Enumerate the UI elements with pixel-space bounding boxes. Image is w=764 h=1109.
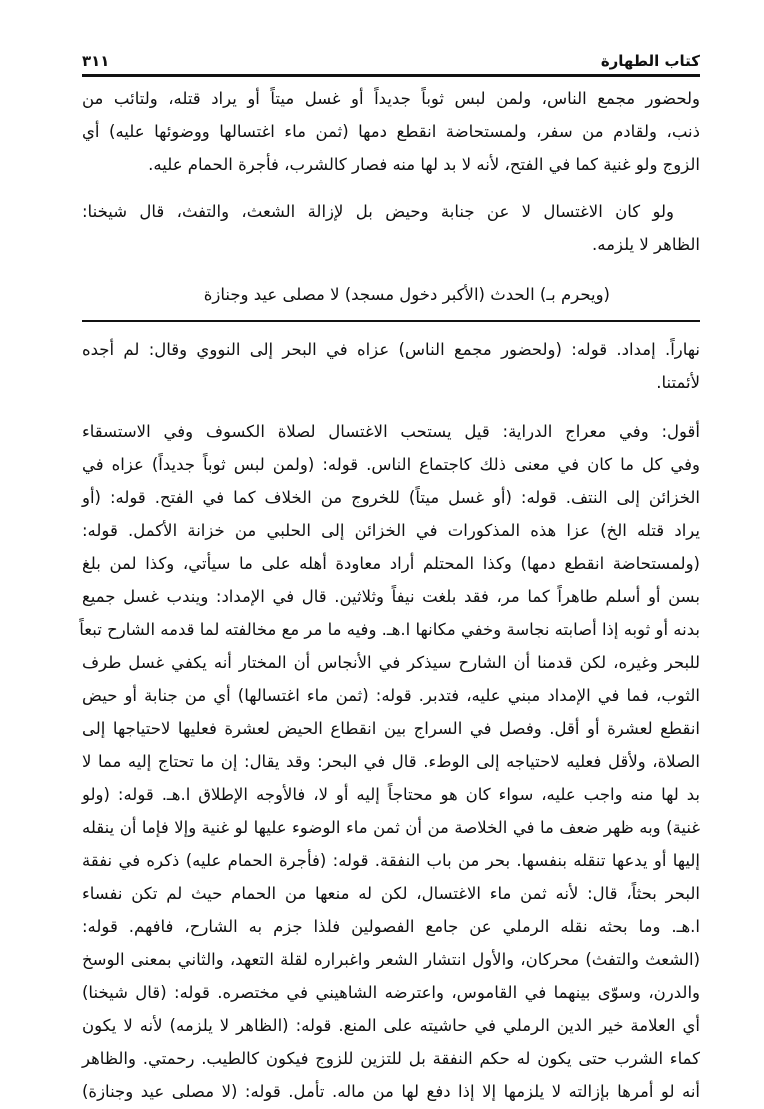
hashiya-line: للبحر وغيره، لكن قدمنا أن الشارح سيذكر في الأنجاس أن المختار أنه يكفي غسل طرف xyxy=(82,653,700,672)
hashiya-line: لأئمتنا. xyxy=(656,373,700,392)
matn-line: ولو كان الاغتسال لا عن جنابة وحيض بل لإزالة الشعث، والتفث، قال شيخنا: xyxy=(82,202,674,221)
hashiya-line: الثوب، فما في الإمداد مبني عليه، فتدبر. قوله: (ثمن ماء اغتسالها) أي من جنابة أو حيض xyxy=(82,686,700,705)
hashiya-line: البحر بحثاً، قال: لأنه ثمن ماء الاغتسال، لكن له منعها من الحمام حيث لم تكن نفساء xyxy=(82,884,700,903)
hashiya-line: بدنه أو ثوبه إذا أصابته نجاسة وخفي مكانها ا.هـ. وفيه ما مر مع مخالفته لما قدمه الشارح تبعاً xyxy=(79,620,700,639)
separator-rule xyxy=(82,320,700,322)
hashiya-line: أي العلامة خير الدين الرملي في حاشيته على المنع. قوله: (الظاهر لا يلزمه) لأنه لا يكون xyxy=(82,1016,700,1035)
page-number: ٣١١ xyxy=(82,52,110,70)
matn-line: الظاهر لا يلزمه. xyxy=(592,235,700,254)
matn-line: ذنب، ولقادم من سفر، ولمستحاضة انقطع دمها (ثمن ماء اغتسالها ووضوئها عليه) أي xyxy=(82,122,700,141)
hashiya-line: انقطع لعشرة أو أقل. وفصل في السراج بين انقطاع الحيض لعشرة فعليها لاحتياجها إلى xyxy=(82,719,700,738)
hashiya-line: بسن أو أسلم طاهراً كما مر، فقد بلغت نيفاً وثلاثين. قال في الإمداد: ويندب غسل جميع xyxy=(82,587,700,606)
hashiya-line: بد لها منه واجب عليه، سواء كان هو محتاجاً إليه أو لا، فالأوجه الإطلاق ا.هـ. قوله: (ولو xyxy=(82,785,700,804)
hashiya-line: نهاراً. إمداد. قوله: (ولحضور مجمع الناس) عزاه في البحر إلى النووي وقال: لم أجده xyxy=(82,340,700,359)
hashiya-line: إليها أو يدعها تنقله بنفسها. بحر من باب النفقة. قوله: (فأجرة الحمام عليه) ذكره في نفقة xyxy=(82,851,700,870)
matn-line: (ويحرم بـ) الحدث (الأكبر دخول مسجد) لا مصلى عيد وجنازة xyxy=(203,285,610,304)
hashiya-line: الصلاة، ولأقل فعليه لاحتياجه إلى الوطء. قال في البحر: وقد يقال: إن ما تحتاج إليه مما لا xyxy=(82,752,700,771)
hashiya-line: الخزائن إلى النتف. قوله: (أو غسل ميتاً) للخروج من الخلاف كما في الفتح. قوله: (أو xyxy=(82,488,700,507)
header-rule xyxy=(82,74,700,77)
matn-line: ولحضور مجمع الناس، ولمن لبس ثوباً جديداً أو غسل ميتاً أو يراد قتله، ولتائب من xyxy=(82,89,700,108)
page-header xyxy=(82,52,700,72)
matn-line: الزوج ولو غنية كما في الفتح، لأنه لا بد لها منه فصار كالشرب، فأجرة الحمام عليه. xyxy=(148,155,700,174)
hashiya-line: وفي كل ما كان في معنى ذلك كاجتماع الناس. قوله: (ولمن لبس ثوباً جديداً) عزاه في xyxy=(82,455,700,474)
hashiya-line: والدرن، وسوّى بينهما في القاموس، واعترضه الشاهيني في مختصره. قوله: (قال شيخنا) xyxy=(82,983,700,1002)
hashiya-line: أقول: وفي معراج الدراية: قيل يستحب الاغتسال لصلاة الكسوف وفي الاستسقاء xyxy=(82,422,700,441)
hashiya-line: كماء الشرب حتى يكون له حكم النفقة بل للتزين للزوج فيكون كالطيب. رحمتي. والظاهر xyxy=(82,1049,700,1068)
hashiya-line: (ولمستحاضة انقطع دمها) وكذا المحتلم أراد معاودة أهله على ما سيأتي، وكذا لمن بلغ xyxy=(82,554,700,573)
hashiya-line: ا.هـ. وما بحثه نقله الرملي عن جامع الفصولين فلذا جزم به الشارح، فافهم. قوله: xyxy=(82,917,700,936)
hashiya-line: غنية) وبه ظهر ضعف ما في الخلاصة من أن ثمن ماء الوضوء عليها لو غنية وإلا فإما أن ينقله xyxy=(82,818,700,837)
hashiya-line: يراد قتله الخ) عزا هذه المذكورات في الخزائن إلى الحلبي من خزانة الأكمل. قوله: xyxy=(82,521,700,540)
running-title: كتاب الطهارة xyxy=(600,52,700,70)
hashiya-line: أنه لو أمرها بإزالته لا يلزمها إلا إذا دفع لها من ماله. تأمل. قوله: (لا مصلى عيد وجنازة) xyxy=(82,1082,700,1101)
hashiya-line: (الشعث والتفث) محركان، والأول انتشار الشعر واغبراره لقلة التعهد، والثاني بمعنى الوسخ xyxy=(82,950,700,969)
